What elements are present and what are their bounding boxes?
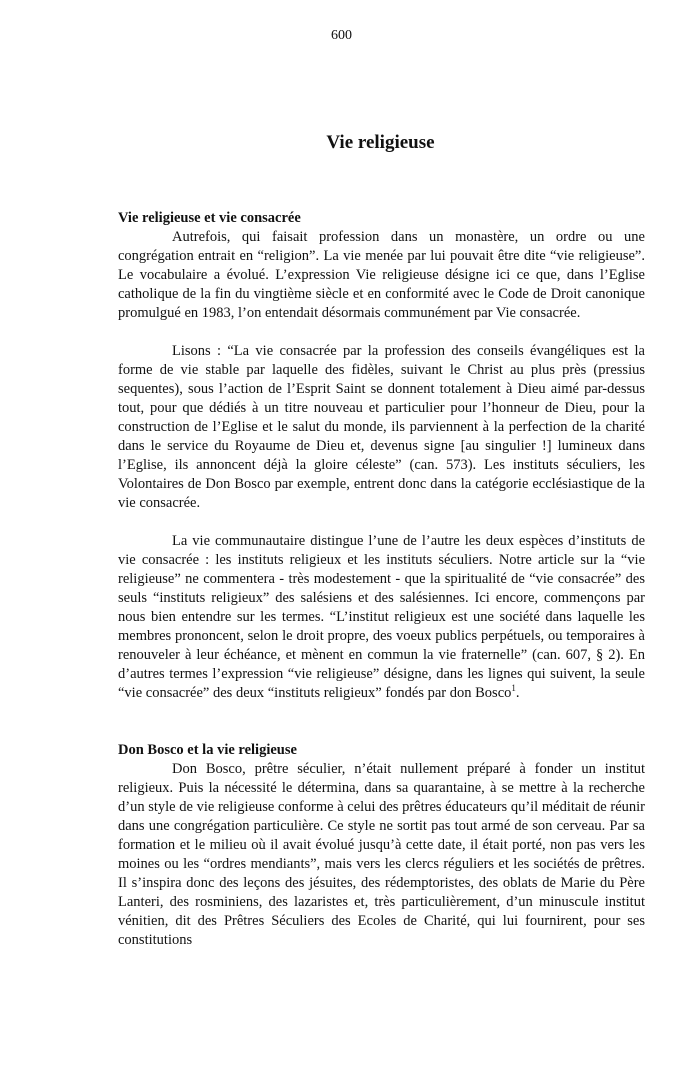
chapter-title: Vie religieuse [326,132,435,153]
page-number: 600 [331,28,352,43]
paragraph: Don Bosco, prêtre séculier, n’était nullement préparé à fonder un institut religieux. Puis la nécessité le détermina, dans sa quarantaine, à se mettre à la recherche d’un style de vie religieuse conforme à celui des prêtres éducateurs qu’il méditait de réunir dans une congrégation particulière. Ce style ne sortit pas tout armé de son cerveau. Par sa formation et le milieu où il avait évolué jusqu’à cette date, il était porté, non pas vers les moines ou les “ordres mendiants”, mais vers les clercs réguliers et les sociétés de prêtres. Il s’inspira donc des leçons des jésuites, des rédemptoristes, des oblats de Marie du Père Lanteri, des rosminiens, des lazaristes et, très particulièrement, d’un minuscule institut vénitien, dit des Prêtres Séculiers des Ecoles de Charité, qui lui fournirent, pour ses constitutions [118,761,645,948]
footnote-ref[interactable]: 1 [511,683,516,694]
section-heading: Don Bosco et la vie religieuse [118,742,297,758]
paragraph-text: La vie communautaire distingue l’une de l’autre les deux espèces d’instituts de vie consacrée : les instituts religieux et les instituts séculiers. Notre article sur la “vie religieuse” ne commentera - très modestement - que la spiritualité de “vie consacrée” des seuls “instituts religieux” des salésiens et des salésiennes. Ici encore, commençons par nous bien entendre sur les termes. “L’institut religieux est une société dans laquelle les membres prononcent, selon le droit propre, des voeux publics perpétuels, ou temporaires à renouveler à leur échéance, et mènent en commun la vie fraternelle” (can. 607, § 2). En d’autres termes l’expression “vie religieuse” désigne, dans les lignes qui suivent, la seule “vie consacrée” des deux “instituts religieux” fondés par don Bosco [118,533,645,701]
paragraph: Autrefois, qui faisait profession dans un monastère, un ordre ou une congrégation entrait en “religion”. La vie menée par lui pouvait être dite “vie religieuse”. Le vocabulaire a évolué. L’expression Vie religieuse désigne ici ce que, dans l’Eglise catholique de la fin du vingtième siècle et en conformité avec le Code de Droit canonique promulgué en 1983, l’on entendait désormais communément par Vie consacrée. [118,229,645,321]
article-body [118,209,645,950]
paragraph: Lisons : “La vie consacrée par la profession des conseils évangéliques est la forme de vie stable par laquelle des fidèles, suivant le Christ au plus près (pressius sequentes), sous l’action de l’Esprit Saint se donnent totalement à Dieu aimé par-dessus tout, pour que dédiés à un titre nouveau et particulier pour l’honneur de Dieu, pour la construction de l’Eglise et le salut du monde, ils parviennent à la perfection de la charité dans le service du Royaume de Dieu et, devenus signe [au singulier !] lumineux dans l’Eglise, ils annoncent déjà la gloire céleste” (can. 573). Les instituts séculiers, les Volontaires de Don Bosco par exemple, entrent donc dans la catégorie ecclésiastique de la vie consacrée. [118,343,645,511]
paragraph: La vie communautaire distingue l’une de l’autre les deux espèces d’instituts de vie consacrée : les instituts religieux et les instituts séculiers. Notre article sur la “vie religieuse” ne commentera - très modestement - que la spiritualité de “vie consacrée” des seuls “instituts religieux” des salésiens et des salésiennes. Ici encore, commençons par nous bien entendre sur les termes. “L’institut religieux est une société dans laquelle les membres prononcent, selon le droit propre, des voeux publics perpétuels, ou temporaires à renouveler à leur échéance, et mènent en commun la vie fraternelle” (can. 607, § 2). En d’autres termes l’expression “vie religieuse” désigne, dans les lignes qui suivent, la seule “vie consacrée” des deux “instituts religieux” fondés par don Bosco$^1$. [118,533,645,701]
section-heading: Vie religieuse et vie consacrée [118,210,301,226]
